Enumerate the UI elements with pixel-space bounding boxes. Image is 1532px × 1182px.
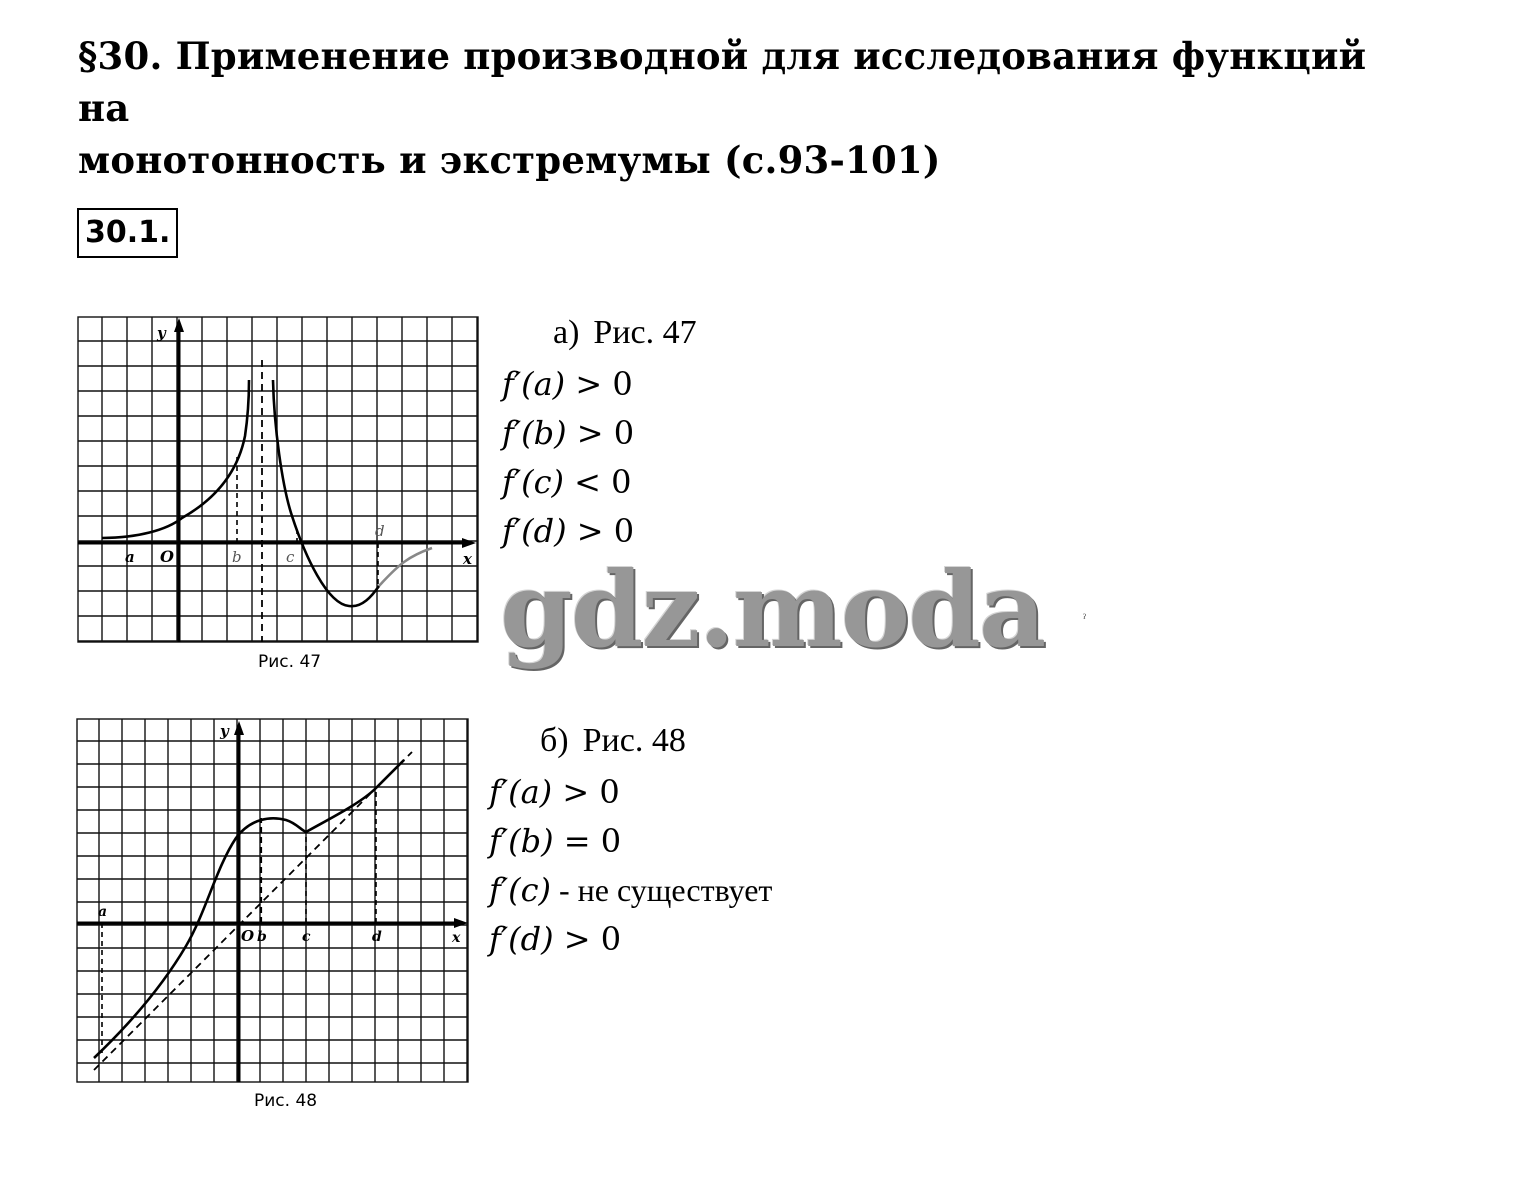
figure-48-label-o: O — [241, 927, 255, 945]
figure-48-dashed-line — [94, 752, 412, 1070]
figure-48-label-x: x — [452, 930, 461, 946]
figure-47-label-b: b — [232, 548, 242, 566]
figure-47-caption: Рис. 47 — [258, 652, 322, 672]
figure-48-label-c: c — [302, 929, 311, 945]
part-a-ref: Рис. 47 — [593, 314, 697, 351]
figure-48-grid — [77, 719, 468, 1082]
figure-47-x-arrow — [462, 538, 476, 548]
figure-47-label-x: x — [463, 550, 472, 568]
figure-47-graph — [77, 316, 479, 644]
page-title — [78, 30, 1378, 186]
figure-48-label-d: d — [372, 929, 382, 945]
title-line-2: монотонность и экстремумы (с.93-101) — [78, 138, 941, 182]
figure-48 — [76, 718, 470, 1084]
figure-48-curve — [94, 760, 404, 1058]
part-a-line-1: f′(a) > 0 — [502, 365, 633, 403]
figure-48-x-arrow — [454, 918, 468, 928]
figure-47-label-y: y — [157, 324, 166, 342]
part-b-ref: Рис. 48 — [582, 722, 686, 759]
problem-number: 30.1. — [77, 208, 178, 258]
part-a-heading — [553, 314, 697, 352]
part-b-line-2: f′(b) = 0 — [489, 822, 622, 860]
part-b-line-1: f′(a) > 0 — [489, 773, 620, 811]
part-a-line-2: f′(b) > 0 — [502, 414, 635, 452]
part-a-lines — [502, 360, 634, 556]
figure-48-label-b: b — [257, 929, 267, 945]
figure-48-caption: Рис. 48 — [254, 1091, 318, 1111]
part-b-heading — [540, 722, 686, 760]
figure-47-label-d: d — [375, 522, 385, 540]
figure-47-grid — [78, 317, 478, 642]
part-a-line-3: f′(c) < 0 — [502, 463, 632, 501]
part-b-lines — [489, 768, 772, 964]
figure-47-label-a: a — [125, 548, 135, 566]
part-a-label: а) — [553, 314, 580, 351]
part-b-label: б) — [540, 722, 569, 759]
figure-47 — [77, 316, 479, 644]
figure-47-curve-right-2 — [379, 548, 432, 586]
figure-47-curve-right-1 — [273, 380, 379, 606]
figure-48-label-y: y — [220, 722, 229, 740]
part-b-line-3: f′(c) - не существует — [489, 871, 773, 909]
figure-48-label-a: a — [98, 904, 108, 920]
title-line-1: §30. Применение производной для исследования функций на — [78, 34, 1367, 130]
watermark: gdz.moda — [500, 548, 1045, 671]
part-b-line-4: f′(d) > 0 — [489, 920, 622, 958]
stray-mark: ˀ — [1083, 612, 1087, 626]
part-a-line-4: f′(d) > 0 — [502, 512, 635, 550]
figure-48-y-arrow — [234, 721, 244, 735]
figure-47-y-arrow — [174, 318, 184, 332]
figure-48-graph — [76, 718, 470, 1084]
figure-47-label-o: O — [160, 547, 174, 566]
figure-47-label-c: c — [286, 548, 295, 566]
